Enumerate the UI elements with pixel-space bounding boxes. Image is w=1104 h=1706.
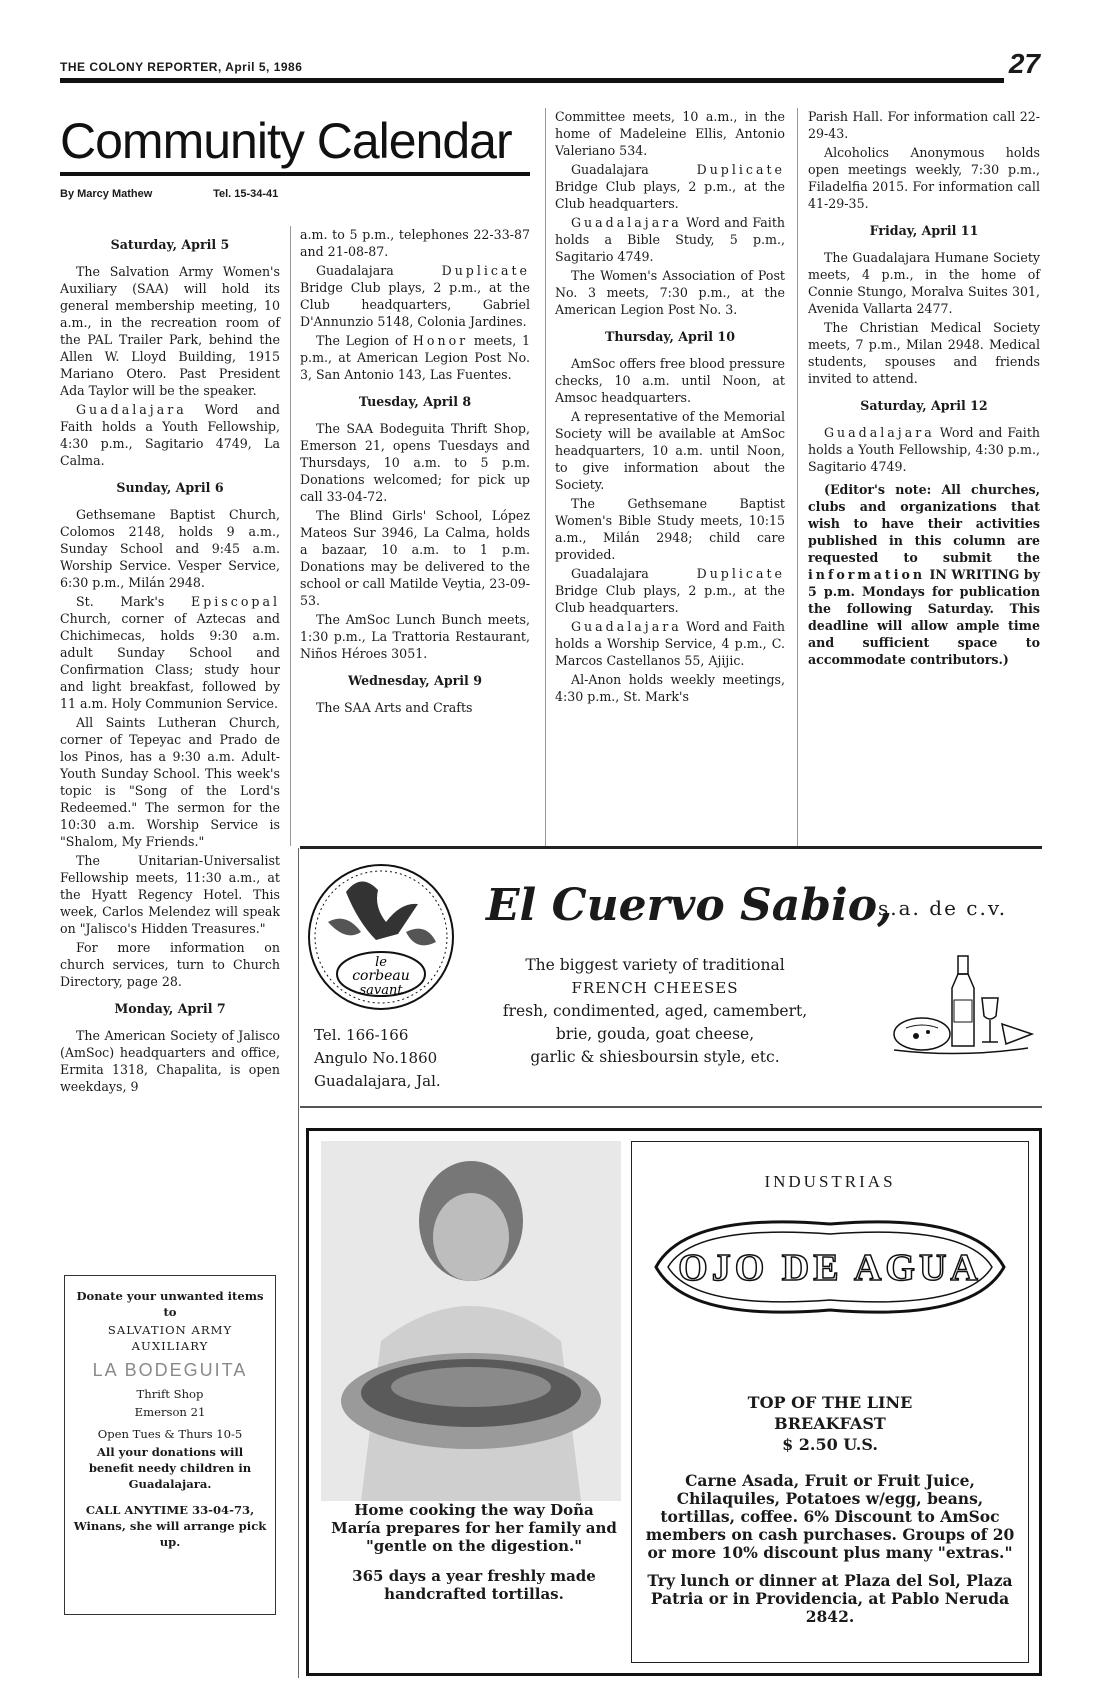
note-label: (Editor's note: <box>824 482 932 497</box>
section-rule <box>300 1106 1042 1108</box>
calendar-column-1 <box>60 226 280 1097</box>
byline <box>60 188 530 200</box>
entry-rest: Bridge Club plays, 2 p.m., at the Club headquarters, Gabriel D'Annunzio 5148, Colonia Jardines. <box>300 280 530 329</box>
calendar-entry <box>300 332 530 383</box>
raven-logo-icon <box>306 862 456 1012</box>
donate-line: All your donations will benefit needy children in Guadalajara. <box>88 1445 252 1491</box>
note-text: IN WRITING by 5 p.m. Mondays for publication the following Saturday. This deadline will allow ample time and sufficient space to accommodate contributors.) <box>808 567 1040 667</box>
cuervo-brand-name: El Cuervo Sabio, <box>486 880 893 931</box>
donate-line: Thrift Shop <box>136 1387 204 1401</box>
donate-line: Donate your unwanted items to <box>76 1289 264 1319</box>
logo-text: corbeau <box>352 968 410 984</box>
donate-ad <box>64 1275 276 1615</box>
title-rule <box>60 172 530 176</box>
calendar-entry: Alcoholics Anonymous holds open meetings weekly, 7:30 p.m., Filadelfia 2015. For information call 41-29-35. <box>808 145 1040 211</box>
entry-lead: St. Mark's <box>76 594 192 609</box>
day-heading: Saturday, April 12 <box>860 398 988 413</box>
calendar-entry: The Salvation Army Women's Auxiliary (SAA) will hold its general membership meeting, 10 a.m., in the recreation room of the PAL Trailer Park, behind the Allen W. Lloyd Building, 1915 Mariano Otero. Past President Ada Taylor will be the speaker. <box>60 264 280 398</box>
folio-rule <box>60 78 1004 83</box>
calendar-entry: The Guadalajara Humane Society meets, 4 p.m., in the home of Connie Stungo, Moralva Suites 301, Avenida Vallarta 2477. <box>808 250 1040 316</box>
cuervo-company-suffix: s.a. de c.v. <box>878 896 1008 920</box>
cuervo-sabio-ad <box>306 858 1042 1092</box>
donate-line: Emerson 21 <box>134 1405 206 1419</box>
byline-author: By Marcy Mathew <box>60 188 153 200</box>
ojo-cta: Try lunch or dinner at Plaza del Sol, Plaza Patria or in Providencia, at Pablo Neruda 2842. <box>647 1571 1013 1626</box>
calendar-entry: a.m. to 5 p.m., telephones 22-33-87 and 21-08-87. <box>300 227 530 259</box>
cuervo-address: Angulo No.1860 <box>314 1049 438 1067</box>
entry-lead: Guadalajara <box>571 566 697 581</box>
logo-text: savant <box>359 983 403 998</box>
cuervo-line: fresh, condimented, aged, camembert, <box>502 1002 808 1020</box>
day-heading: Sunday, April 6 <box>116 480 224 495</box>
calendar-entry: The Women's Association of Post No. 3 meets, 7:30 p.m., at the American Legion Post No. 3. <box>555 268 785 317</box>
donate-line: Open Tues & Thurs 10-5 <box>97 1427 243 1441</box>
entry-spaced: Duplicate <box>696 162 785 177</box>
cuervo-line: The biggest variety of traditional <box>525 956 785 974</box>
calendar-entry: The Blind Girls' School, López Mateos Sur 3946, La Calma, holds a bazaar, 10 a.m. to 1 p.m. Donations may be delivered to the school or call Matilde Veytia, 23-09-53. <box>300 508 530 608</box>
page-title: Community Calendar <box>60 113 512 169</box>
entry-spaced: Guadalajara <box>571 215 682 230</box>
page-number: 27 <box>1008 48 1040 79</box>
entry-rest: Word and Faith holds a Worship Service, 4 p.m., C. Marcos Castellanos 55, Ajijic. <box>555 619 785 668</box>
entry-spaced: Honor <box>412 333 469 348</box>
running-head: THE COLONY REPORTER, April 5, 1986 <box>60 60 303 74</box>
calendar-column-2 <box>300 226 530 718</box>
calendar-entry: AmSoc offers free blood pressure checks, 10 a.m. until Noon, at Amsoc headquarters. <box>555 356 785 405</box>
section-rule <box>300 846 1042 849</box>
entry-lead: Guadalajara <box>76 402 187 417</box>
calendar-column-3 <box>555 108 785 707</box>
entry-spaced: Duplicate <box>696 566 785 581</box>
breakfast-price: $ 2.50 U.S. <box>782 1435 878 1454</box>
entry-spaced: Duplicate <box>441 263 530 278</box>
entry-spaced: Episcopal <box>191 594 280 609</box>
cuervo-description <box>490 954 820 1069</box>
calendar-entry: The SAA Bodeguita Thrift Shop, Emerson 21, opens Tuesdays and Thursdays, 10 a.m. to 5 p.m. Donations welcomed; for pick up call 33-04-72. <box>300 421 530 504</box>
entry-lead: Guadalajara <box>571 162 697 177</box>
entry-lead: The Legion of <box>316 333 413 348</box>
calendar-entry <box>555 161 785 212</box>
calendar-column-4 <box>808 108 1040 670</box>
ojo-panel <box>631 1141 1029 1663</box>
donate-org: SALVATION ARMY AUXILIARY <box>107 1323 233 1353</box>
logo-text: le <box>375 955 387 970</box>
day-heading: Friday, April 11 <box>869 223 979 238</box>
entry-rest: Bridge Club plays, 2 p.m., at the Club headquarters. <box>555 583 785 615</box>
calendar-entry: All Saints Lutheran Church, corner of Tepeyac and Prado de los Pinos, has a 9:30 a.m. Adult-Youth Sunday School. This week's topic is "Song of the Lord's Redeemed." The sermon for the 10:30 a.m. Worship Service is "Shalom, My Friends." <box>60 715 280 849</box>
entry-spaced: Guadalajara <box>571 619 682 634</box>
page-folio <box>60 48 1040 86</box>
day-heading: Saturday, April 5 <box>110 237 230 252</box>
cuervo-city: Guadalajara, Jal. <box>314 1072 441 1090</box>
donate-logo-text: LA BODEGUITA <box>92 1360 248 1380</box>
calendar-entry: Parish Hall. For information call 22-29-43. <box>808 109 1040 141</box>
calendar-entry: For more information on church services, turn to Church Directory, page 28. <box>60 940 280 989</box>
byline-phone: Tel. 15-34-41 <box>213 188 279 200</box>
cheese-bottle-icon <box>886 954 1036 1064</box>
entry-rest: meets, 1 p.m., at American Legion Post No. 3, San Antonio 143, Las Fuentes. <box>300 333 530 382</box>
woman-with-food-photo <box>321 1141 621 1501</box>
day-heading: Wednesday, April 9 <box>348 673 482 688</box>
note-text: All churches, clubs and organizations that wish to have their activities published in this column are requested to submit the <box>808 482 1040 565</box>
calendar-entry <box>60 593 280 712</box>
ojo-menu: Carne Asada, Fruit or Fruit Juice, Chilaquiles, Potatoes w/egg, beans, tortillas, coffee. 6% Discount to AmSoc members on cash purchases. Groups of 20 or more 10% discount plus many "extras." <box>645 1471 1015 1562</box>
calendar-entry <box>808 424 1040 475</box>
cuervo-contact <box>314 1024 441 1093</box>
ojo-body <box>642 1472 1018 1636</box>
day-heading: Tuesday, April 8 <box>358 394 472 409</box>
industrias-label: INDUSTRIAS <box>764 1172 896 1191</box>
breakfast-heading <box>632 1392 1028 1455</box>
entry-rest: Bridge Club plays, 2 p.m., at the Club headquarters. <box>555 179 785 211</box>
day-heading: Thursday, April 10 <box>605 329 735 344</box>
entry-rest: Word and Faith holds a Bible Study, 5 p.m., Sagitario 4749. <box>555 215 785 264</box>
caption-line: 365 days a year freshly made handcrafted tortillas. <box>352 1567 596 1603</box>
calendar-entry: The American Society of Jalisco (AmSoc) headquarters and office, Ermita 1318, Chapalita, is open weekdays, 9 <box>60 1028 280 1094</box>
cuervo-line: FRENCH CHEESES <box>571 979 739 997</box>
entry-rest: Church, corner of Aztecas and Chichimecas, holds 9:30 a.m. adult Sunday School and Confirmation Class; study hour and light breakfast, followed by 11 a.m. Holy Communion Service. <box>60 611 280 711</box>
heading-line: BREAKFAST <box>774 1414 886 1433</box>
entry-rest: Word and Faith holds a Youth Fellowship, 4:30 p.m., Sagitario 4749, La Calma. <box>60 402 280 468</box>
calendar-entry: Gethsemane Baptist Church, Colomos 2148, holds 9 a.m., Sunday School and 9:45 a.m. Worship Service. Vesper Service, 6:30 p.m., Milán 2948. <box>60 507 280 590</box>
entry-spaced: Guadalajara <box>824 425 935 440</box>
column-rule <box>290 226 291 846</box>
calendar-entry: The Christian Medical Society meets, 7 p.m., Milan 2948. Medical students, spouses and friends invited to attend. <box>808 320 1040 386</box>
calendar-entry: Al-Anon holds weekly meetings, 4:30 p.m., St. Mark's <box>555 672 785 704</box>
note-spaced: information <box>808 567 926 582</box>
calendar-entry: The Gethsemane Baptist Women's Bible Study meets, 10:15 a.m., Milán 2948; child care provided. <box>555 496 785 562</box>
ojo-brand: OJO DE AGUA <box>678 1247 982 1289</box>
heading-line: TOP OF THE LINE <box>747 1393 913 1412</box>
calendar-entry <box>300 262 530 330</box>
calendar-entry: The AmSoc Lunch Bunch meets, 1:30 p.m., La Trattoria Restaurant, Niños Héroes 3051. <box>300 612 530 661</box>
calendar-entry: The SAA Arts and Crafts <box>316 700 473 715</box>
calendar-entry <box>555 565 785 616</box>
cuervo-line: garlic & shiesboursin style, etc. <box>530 1048 780 1066</box>
calendar-entry <box>555 618 785 669</box>
column-rule <box>545 108 546 846</box>
day-heading: Monday, April 7 <box>114 1001 226 1016</box>
donate-line: CALL ANYTIME 33-04-73, Winans, she will arrange pick up. <box>73 1503 267 1549</box>
entry-lead: Guadalajara <box>316 263 442 278</box>
column-rule <box>797 108 798 846</box>
photo-caption <box>329 1501 619 1615</box>
calendar-entry <box>555 214 785 265</box>
caption-line: Home cooking the way Doña María prepares for her family and "gentle on the digestion." <box>331 1501 617 1555</box>
calendar-entry <box>60 401 280 469</box>
cuervo-phone: Tel. 166-166 <box>314 1026 409 1044</box>
calendar-entry: Committee meets, 10 a.m., in the home of Madeleine Ellis, Antonio Valeriano 534. <box>555 109 785 158</box>
column-rule <box>298 848 299 1678</box>
entry-rest: Word and Faith holds a Youth Fellowship, 4:30 p.m., Sagitario 4749. <box>808 425 1040 474</box>
calendar-entry: A representative of the Memorial Society will be available at AmSoc headquarters, 10 a.m. until Noon, to give information about the Society. <box>555 409 785 492</box>
ojo-de-agua-ad <box>306 1128 1042 1676</box>
calendar-entry: The Unitarian-Universalist Fellowship meets, 11:30 a.m., at the Hyatt Regency Hotel. This week, Carlos Melendez will speak on "Jalisco's Hidden Treasures." <box>60 853 280 936</box>
editors-note <box>808 481 1040 668</box>
cuervo-line: brie, gouda, goat cheese, <box>555 1025 755 1043</box>
